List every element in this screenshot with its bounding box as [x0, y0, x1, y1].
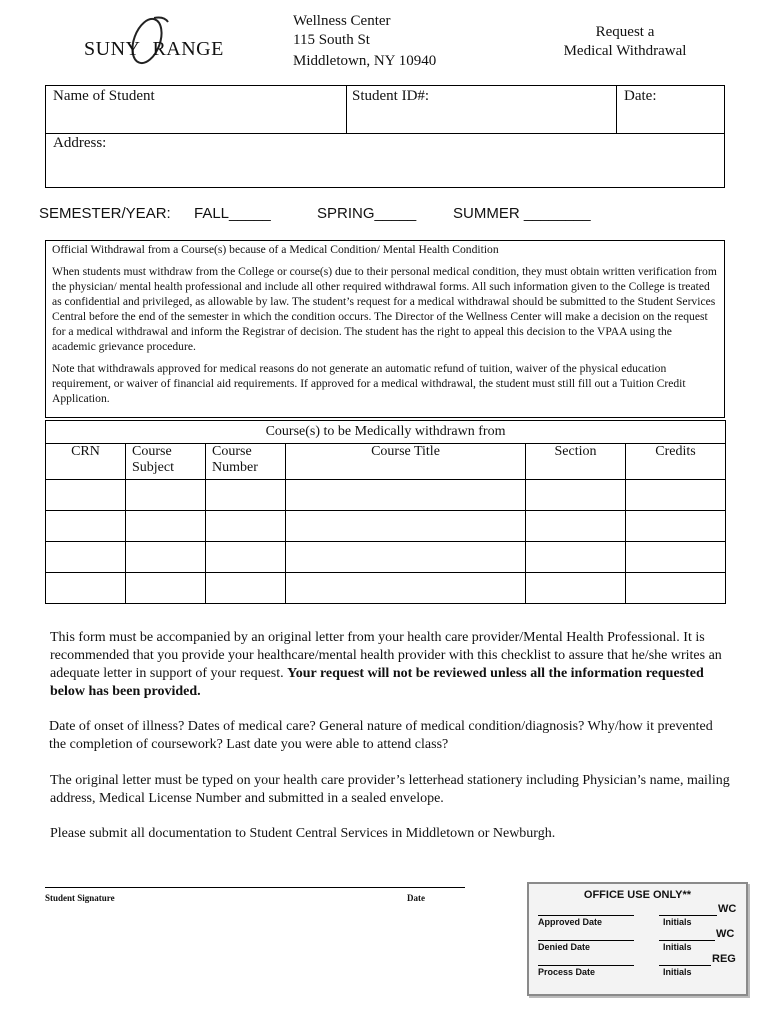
policy-heading: Official Withdrawal from a Course(s) because of a Medical Condition/ Mental Health Condition: [52, 243, 499, 256]
request-title: [555, 23, 695, 61]
student-info-box: [45, 85, 725, 188]
address-block: [293, 12, 436, 71]
process-date-label: Process Date: [538, 967, 596, 977]
courses-table: [45, 420, 726, 604]
student-id-field[interactable]: Student ID#:: [352, 88, 430, 104]
signature-date-label: Date: [407, 893, 425, 903]
date-field[interactable]: Date:: [624, 88, 657, 104]
name-of-student-field[interactable]: Name of Student: [53, 88, 155, 104]
table-row[interactable]: [46, 573, 726, 604]
submit-paragraph: Please submit all documentation to Student Central Services in Middletown or Newburgh.: [50, 826, 556, 841]
column-header-section: Section: [526, 444, 626, 480]
approved-date-label: Approved Date: [538, 917, 603, 927]
office-use-title: OFFICE USE ONLY**: [583, 889, 692, 901]
letter-requirement-paragraph: This form must be accompanied by an original letter from your health care provider/Mental Health Professional. It is recommended that you provide your healthcare/mental health provider with this checklist to assure that he/she writes an adequate letter in support of your request. Your request will not be reviewed unless all the information requested below has been provided.: [50, 630, 722, 699]
signature-line[interactable]: [45, 887, 465, 888]
checklist-paragraph: Date of onset of illness? Dates of medical care? General nature of medical condition/diagnosis? Why/how it prevented the completion of coursework? Last date you were able to attend class?: [49, 719, 713, 752]
request-title-line: Request a: [595, 24, 655, 40]
divider: [346, 86, 347, 133]
logo-text-left: SUNY: [84, 38, 141, 60]
table-row[interactable]: [46, 542, 726, 573]
student-signature-label: Student Signature: [45, 893, 115, 903]
wc-label: WC: [716, 928, 735, 940]
table-row[interactable]: [46, 480, 726, 511]
policy-paragraph: When students must withdraw from the College or course(s) due to their personal medical condition, they must obtain written verification from the physician/ mental health professional and include all other required withdrawal forms. All such information given to the College is treated as confidential and privileged, as allowable by law. The student’s request for a medical withdrawal should be submitted to the Student Services Central before the end of the semester in which the condition occurs. The Director of the Wellness Center will make a decision on the request for a medical withdrawal and inform the Registrar of decision. The student has the right to appeal this decision to the VPAA using the academic grievance procedure.: [52, 265, 717, 353]
summer-field[interactable]: SUMMER ________: [453, 205, 591, 222]
withdrawal-policy-box: [45, 240, 725, 418]
divider: [46, 133, 724, 134]
spring-field[interactable]: SPRING_____: [317, 205, 417, 222]
initials-label: Initials: [663, 917, 692, 927]
table-row[interactable]: [46, 511, 726, 542]
table-header-row: [46, 444, 726, 480]
column-header-course-number: Course Number: [206, 444, 286, 480]
suny-orange-logo: [84, 16, 234, 68]
letterhead-paragraph: The original letter must be typed on your health care provider’s letterhead stationery including Physician’s name, mailing address, Medical License Number and submitted in a sealed envelope.: [50, 773, 730, 806]
reg-label: REG: [712, 953, 736, 965]
review-warning: Your request will not be reviewed unless all the information requested below has been provided.: [50, 666, 704, 699]
semester-year-label: SEMESTER/YEAR:: [39, 205, 171, 222]
address-line: 115 South St: [293, 32, 370, 48]
address-line: Wellness Center: [293, 13, 391, 29]
column-header-credits: Credits: [626, 444, 726, 480]
logo-text-right: RANGE: [152, 38, 224, 60]
initials-label: Initials: [663, 942, 692, 952]
fall-field[interactable]: FALL_____: [194, 205, 271, 222]
request-title-line: Medical Withdrawal: [563, 43, 687, 59]
divider: [616, 86, 617, 133]
denied-date-label: Denied Date: [538, 942, 591, 952]
office-use-box: [527, 882, 748, 996]
courses-table-heading: Course(s) to be Medically withdrawn from: [46, 421, 726, 444]
address-line: Middletown, NY 10940: [293, 53, 437, 69]
wc-label: WC: [718, 903, 737, 915]
column-header-course-title: Course Title: [286, 444, 526, 480]
column-header-crn: CRN: [46, 444, 126, 480]
column-header-course-subject: Course Subject: [126, 444, 206, 480]
address-field[interactable]: Address:: [53, 135, 107, 151]
initials-label: Initials: [663, 967, 692, 977]
refund-note: Note that withdrawals approved for medical reasons do not generate an automatic refund of tuition, waiver of the physical education requirement, or waiver of financial aid requirements. If approved for a medical withdrawal, the student must still fill out a Tuition Credit Application.: [52, 362, 686, 405]
